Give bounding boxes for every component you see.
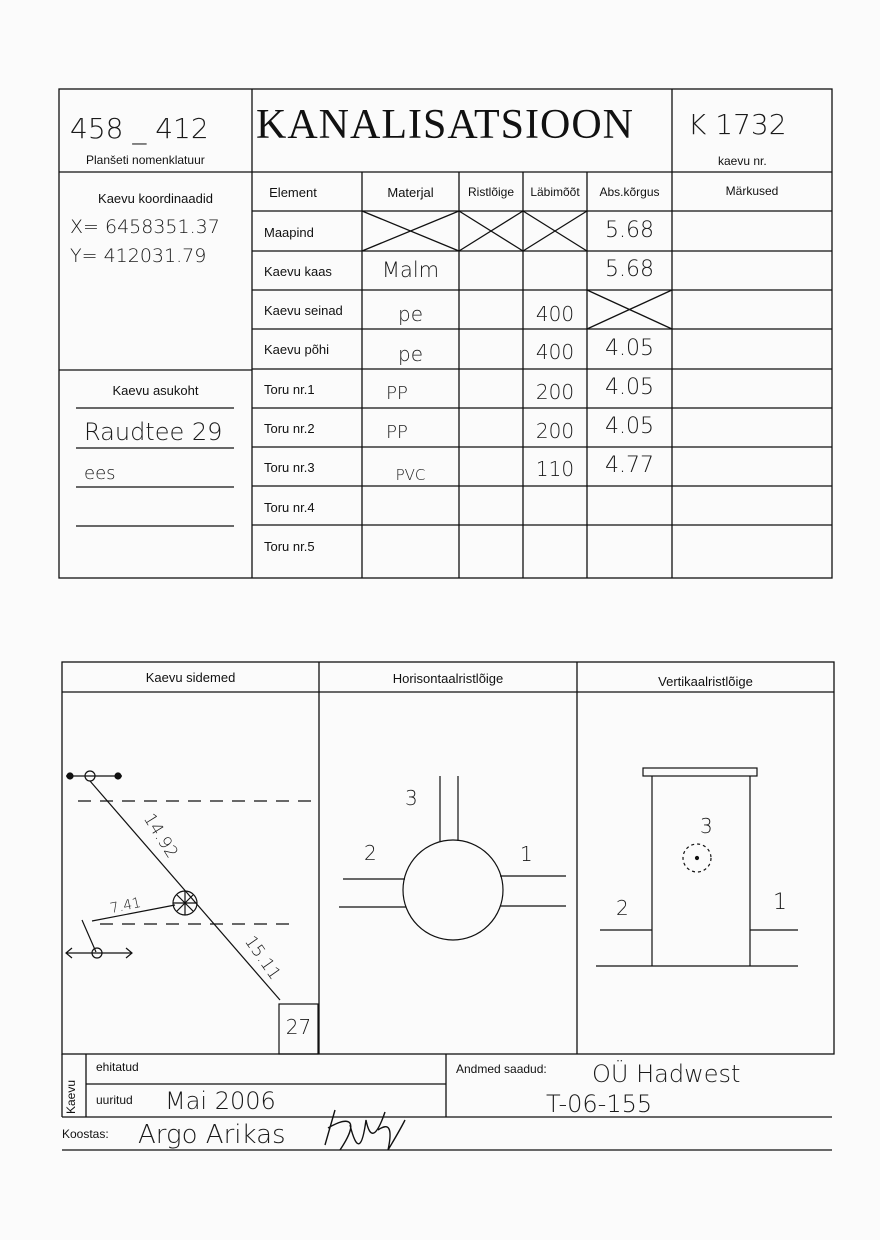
koostas-label: Koostas:	[62, 1127, 109, 1141]
col-header-abs: Abs.kõrgus	[599, 185, 660, 199]
location-line-1: Raudtee 29	[84, 418, 223, 446]
row-labimoot: 200	[535, 419, 575, 443]
box-number: 27	[285, 1015, 312, 1039]
row-element: Kaevu kaas	[264, 264, 332, 279]
tie-sketch	[66, 771, 318, 1054]
row-materjal: PP	[386, 422, 408, 443]
row-element: Toru nr.5	[264, 539, 315, 554]
h-pipe-3-label: 3	[405, 786, 418, 810]
col-header-markused: Märkused	[725, 184, 779, 198]
row-materjal: Malm	[381, 258, 440, 282]
vertical-section	[596, 768, 798, 966]
row-element: Toru nr.3	[264, 460, 315, 475]
coord-x: X= 6458351.37	[70, 216, 220, 238]
well-number-value: K 1732	[688, 108, 787, 141]
andmed-label: Andmed saadud:	[456, 1062, 547, 1076]
panel-title-ties: Kaevu sidemed	[145, 670, 236, 685]
row-element: Maapind	[264, 225, 314, 240]
row-abs: 4.77	[605, 453, 654, 478]
kaevu-label: Kaevu	[64, 1079, 79, 1115]
row-element: Toru nr.4	[264, 500, 315, 515]
row-element: Kaevu seinad	[264, 303, 343, 318]
v-pipe-2-label: 2	[616, 896, 629, 920]
signature-mark	[325, 1110, 405, 1150]
row-element: Toru nr.2	[264, 421, 315, 436]
andmed-value-1: OÜ Hadwest	[592, 1060, 741, 1088]
location-line-2: ees	[84, 463, 116, 484]
row-abs: 4.05	[605, 414, 654, 439]
row-labimoot: 200	[535, 380, 575, 404]
nomenclature-value: 458 _ 412	[70, 112, 209, 145]
andmed-value-2: T-06-155	[546, 1090, 653, 1118]
row-abs: 4.05	[605, 336, 654, 361]
tie-upper-distance: 14.92	[138, 810, 182, 862]
row-labimoot: 110	[535, 457, 575, 481]
coord-y: Y= 412031.79	[70, 245, 207, 267]
coords-label: Kaevu koordinaadid	[98, 191, 213, 206]
row-materjal: pe	[398, 342, 423, 366]
panel-title-vertical: Vertikaalristlõige	[658, 674, 753, 689]
col-header-materjal: Materjal	[387, 185, 434, 200]
col-header-labimoot: Läbimõõt	[530, 185, 580, 199]
row-materjal: PVC	[395, 466, 426, 484]
uuritud-label: uuritud	[96, 1093, 133, 1107]
ehitatud-label: ehitatud	[96, 1060, 139, 1074]
v-pipe-3-label: 3	[700, 814, 713, 838]
location-label: Kaevu asukoht	[112, 383, 199, 398]
tie-lower-distance: 15.11	[240, 932, 285, 984]
row-materjal: PP	[386, 383, 408, 404]
row-abs: 5.68	[605, 218, 654, 243]
sketch-frame	[62, 662, 834, 1054]
col-header-element: Element	[269, 185, 317, 200]
row-element: Kaevu põhi	[264, 342, 330, 357]
col-header-ristloige: Ristlõige	[467, 185, 515, 199]
h-pipe-1-label: 1	[520, 842, 533, 866]
row-labimoot: 400	[535, 302, 575, 326]
nomenclature-label: Planšeti nomenklatuur	[86, 153, 205, 167]
well-number-label: kaevu nr.	[718, 154, 767, 168]
uuritud-value: Mai 2006	[165, 1087, 276, 1115]
v-pipe-1-label: 1	[773, 890, 787, 915]
row-materjal: pe	[398, 302, 423, 326]
row-abs: 5.68	[605, 257, 654, 282]
row-labimoot: 400	[535, 340, 575, 364]
panel-title-horizontal: Horisontaalristlõige	[392, 671, 504, 686]
row-abs: 4.05	[605, 375, 654, 400]
koostas-value: Argo Arikas	[138, 1120, 286, 1150]
row-element: Toru nr.1	[264, 382, 315, 397]
h-pipe-2-label: 2	[364, 841, 377, 865]
document-title: KANALISATSIOON	[256, 102, 634, 148]
tie-left-distance: 7.41	[108, 894, 143, 918]
